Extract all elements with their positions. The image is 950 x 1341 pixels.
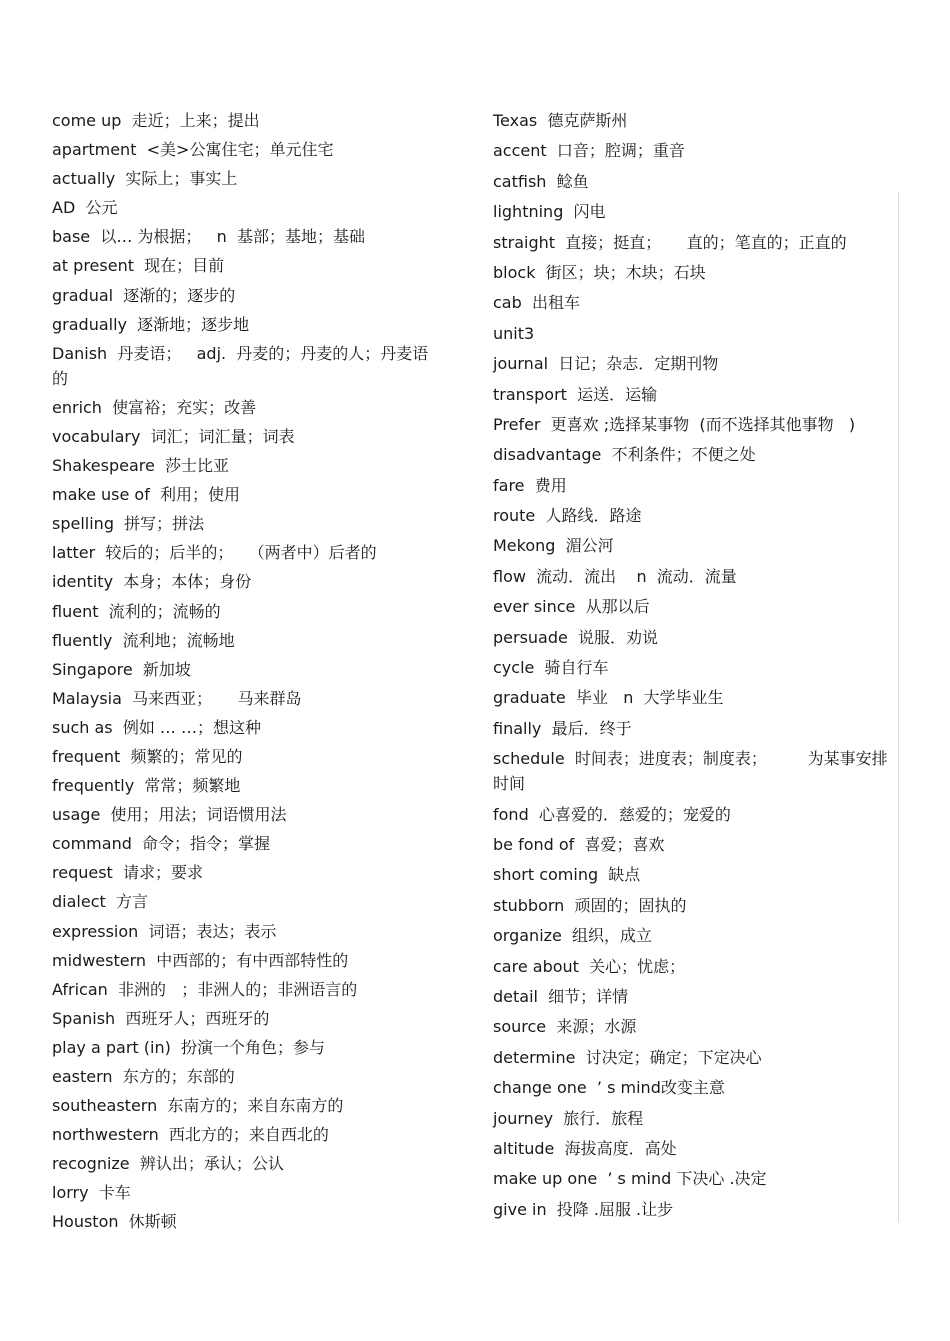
vocab-word: frequently — [52, 776, 135, 796]
vocab-definition: 日记；杂志．定期刊物 — [558, 354, 719, 374]
vocab-word: Spanish — [52, 1008, 116, 1028]
vocab-entry — [493, 716, 893, 741]
vocab-word: northwestern — [52, 1125, 159, 1145]
vocab-word: catfish — [493, 171, 547, 191]
vocab-entry — [493, 351, 893, 376]
vocab-word: journal — [493, 354, 549, 374]
vocab-entry — [493, 533, 893, 558]
vocab-entry — [52, 1035, 444, 1060]
vocab-word: make up one — [493, 1169, 598, 1189]
vocab-definition: 以… 为根据； n 基部；基地；基础 — [100, 227, 365, 247]
vocab-word: fare — [493, 475, 525, 495]
vocab-definition: <美>公寓住宅；单元住宅 — [146, 140, 334, 160]
vocab-entry — [493, 954, 893, 979]
vocab-definition: 拼写；拼法 — [124, 514, 205, 534]
vocab-word: schedule — [493, 749, 565, 769]
vocab-definition: 海拔高度．高处 — [564, 1138, 677, 1158]
vocab-word: persuade — [493, 627, 568, 647]
vocab-entry — [493, 1075, 893, 1100]
vocab-definition: 骑自行车 — [544, 658, 609, 678]
vocab-entry — [52, 1093, 444, 1118]
vocab-definition: 关心；忧虑； — [589, 956, 686, 976]
vocab-entry — [52, 341, 444, 391]
vocab-definition: 现在；目前 — [144, 256, 225, 276]
vocab-word: Prefer — [493, 414, 541, 434]
vocab-entry — [493, 1106, 893, 1131]
vocab-word: AD — [52, 198, 76, 218]
vocab-definition: 来源；水源 — [556, 1017, 637, 1037]
vocab-definition: 非洲的 ；非洲人的；非洲语言的 — [117, 979, 358, 999]
vocab-entry — [52, 773, 444, 798]
vocab-word: dialect — [52, 892, 106, 912]
vocab-word: command — [52, 834, 132, 854]
vocab-word: such as — [52, 717, 113, 737]
vocab-word: southeastern — [52, 1096, 158, 1116]
vocab-word: eastern — [52, 1067, 113, 1086]
vocab-entry — [493, 893, 893, 918]
vocab-entry — [52, 540, 444, 565]
vocab-entry — [52, 802, 444, 827]
vocab-word: Malaysia — [52, 688, 122, 708]
vocab-definition: 流利的；流畅的 — [108, 601, 221, 621]
vocab-word: Mekong — [493, 536, 556, 556]
vocab-definition: 利用；使用 — [160, 485, 241, 505]
vocab-definition: 鲶鱼 — [556, 171, 589, 191]
vocab-definition: ’ s mind改变主意 — [596, 1078, 725, 1098]
vocab-definition: 组织，成立 — [572, 926, 653, 946]
vocab-word: cab — [493, 293, 522, 313]
vocab-word: route — [493, 506, 536, 526]
vocab-entry — [493, 321, 893, 346]
vocab-entry — [52, 657, 444, 682]
vocab-word: stubborn — [493, 895, 565, 915]
vocab-definition: 逐渐地；逐步地 — [137, 314, 250, 334]
vocab-definition: 使用；用法；词语惯用法 — [110, 805, 287, 825]
vocab-entry — [493, 503, 893, 528]
vocab-entry — [52, 137, 444, 162]
vocab-definition: 马来西亚； 马来群岛 — [132, 688, 302, 708]
vocab-definition: 词汇；词汇量；词表 — [150, 426, 295, 446]
vocab-definition: 费用 — [534, 475, 567, 495]
vocab-definition: 不利条件；不便之处 — [611, 445, 756, 465]
vocab-word: flow — [493, 566, 526, 586]
vocab-definition: 人路线．路途 — [545, 506, 642, 526]
vocab-entry — [493, 230, 893, 255]
vocab-entry — [493, 746, 893, 796]
vocab-entry — [52, 224, 444, 249]
vocab-definition: 卡车 — [98, 1183, 131, 1203]
vocab-entry — [493, 923, 893, 948]
vocab-word: care about — [493, 956, 579, 976]
vocab-definition: 喜爱；喜欢 — [584, 834, 665, 854]
vocab-entry — [52, 312, 444, 337]
vocab-word: source — [493, 1017, 547, 1037]
vocab-entry — [493, 290, 893, 315]
vocab-word: altitude — [493, 1138, 555, 1158]
vocab-entry — [493, 169, 893, 194]
vocab-word: Singapore — [52, 659, 133, 679]
vocab-definition: 东南方的；来自东南方的 — [167, 1096, 344, 1116]
vocab-definition: 逐渐的；逐步的 — [123, 285, 236, 305]
vocab-word: spelling — [52, 514, 114, 534]
vocab-definition: 顽固的；固执的 — [574, 895, 687, 915]
vocab-entry — [493, 138, 893, 163]
vocab-definition: 流利地；流畅地 — [122, 630, 235, 650]
vocab-definition: 时间表；进度表；制度表； 为某事安排时间 — [493, 749, 888, 794]
vocab-entry — [52, 424, 444, 449]
vocab-entry — [52, 1209, 444, 1234]
vocab-entry — [52, 395, 444, 420]
vocab-definition: 西班牙人；西班牙的 — [125, 1008, 270, 1028]
vocab-definition: 街区；块；木块；石块 — [545, 262, 706, 282]
vocab-definition: 心喜爱的．慈爱的；宠爱的 — [538, 804, 731, 824]
vocab-word: lightning — [493, 202, 564, 222]
vocab-entry — [493, 625, 893, 650]
vocab-word: straight — [493, 232, 556, 252]
vocab-word: Houston — [52, 1212, 119, 1232]
vocab-definition: 流动．流出 n 流动．流量 — [536, 566, 737, 586]
vocab-word: ever since — [493, 597, 576, 617]
vocab-entry — [493, 473, 893, 498]
vocab-word: vocabulary — [52, 426, 141, 446]
vocab-definition: 公元 — [85, 198, 118, 218]
vocab-word: request — [52, 863, 113, 883]
vocab-entry — [52, 831, 444, 856]
vocab-definition: 莎士比亚 — [165, 456, 230, 476]
vocab-word: Danish — [52, 343, 108, 363]
vocab-definition: 口音；腔调；重音 — [556, 141, 685, 161]
vocab-entry — [52, 715, 444, 740]
vocab-entry — [493, 1166, 893, 1191]
vocab-definition: 例如 … …；想这种 — [122, 717, 261, 737]
vocab-word: expression — [52, 921, 139, 941]
vocab-word: apartment — [52, 140, 137, 160]
vocab-entry — [493, 802, 893, 827]
vocab-word: be fond of — [493, 834, 575, 854]
vocab-entry — [493, 594, 893, 619]
vocab-definition: 扮演一个角色；参与 — [181, 1037, 326, 1057]
vocab-definition: 东方的；东部的 — [122, 1067, 235, 1086]
vocab-definition: 频繁的；常见的 — [130, 746, 243, 766]
vocab-definition: 说服．劝说 — [578, 627, 659, 647]
vocab-definition: 德克萨斯州 — [547, 111, 628, 130]
vocab-definition: 讨决定；确定；下定决心 — [585, 1047, 762, 1067]
vocab-entry — [52, 1151, 444, 1176]
vocab-entry — [52, 166, 444, 191]
vocab-definition: 辨认出；承认；公认 — [139, 1154, 284, 1174]
vocab-entry — [52, 686, 444, 711]
vocab-word: fond — [493, 804, 529, 824]
column-divider — [898, 192, 899, 1222]
vocab-entry — [493, 382, 893, 407]
vocab-entry — [493, 1045, 893, 1070]
vocab-word: make use of — [52, 485, 150, 505]
vocab-word: play a part (in) — [52, 1037, 171, 1057]
vocab-entry — [52, 889, 444, 914]
vocab-entry — [493, 655, 893, 680]
vocab-word: change one — [493, 1078, 587, 1098]
vocab-word: fluently — [52, 630, 113, 650]
vocab-definition: 走近；上来；提出 — [131, 111, 260, 130]
vocab-entry — [493, 685, 893, 710]
vocab-entry — [493, 199, 893, 224]
vocab-entry — [52, 283, 444, 308]
vocab-entry — [52, 1122, 444, 1147]
vocab-entry — [493, 984, 893, 1009]
vocab-entry — [52, 948, 444, 973]
vocab-entry — [52, 599, 444, 624]
vocab-definition: 西北方的；来自西北的 — [168, 1125, 329, 1145]
vocab-entry — [493, 1014, 893, 1039]
vocab-word: disadvantage — [493, 445, 602, 465]
vocab-definition: 湄公河 — [565, 536, 614, 556]
vocab-word: unit3 — [493, 323, 535, 343]
vocab-word: enrich — [52, 397, 102, 417]
vocab-definition: 方言 — [115, 892, 148, 912]
vocab-definition: 直接；挺直； 直的；笔直的；正直的 — [565, 232, 847, 252]
vocab-definition: 使富裕；充实；改善 — [112, 397, 257, 417]
vocab-entry — [493, 1197, 893, 1222]
vocab-entry — [493, 412, 893, 437]
vocab-definition: 从那以后 — [585, 597, 650, 617]
vocab-word: lorry — [52, 1183, 89, 1203]
vocab-word: at present — [52, 256, 134, 276]
vocab-definition: 休斯顿 — [128, 1212, 177, 1232]
vocab-word: short coming — [493, 865, 599, 885]
left-column — [52, 108, 444, 1239]
vocab-word: journey — [493, 1108, 554, 1128]
vocab-word: actually — [52, 169, 116, 189]
vocab-definition: 运送．运输 — [577, 384, 658, 404]
vocab-entry — [52, 1064, 444, 1089]
vocab-entry — [493, 260, 893, 285]
vocab-definition: 命令；指令；掌握 — [142, 834, 271, 854]
vocab-word: frequent — [52, 746, 121, 766]
vocab-word: finally — [493, 718, 542, 738]
vocab-definition: 新加坡 — [142, 659, 191, 679]
vocab-word: determine — [493, 1047, 576, 1067]
vocab-word: midwestern — [52, 950, 147, 970]
vocab-word: graduate — [493, 688, 566, 708]
vocab-entry — [493, 108, 893, 133]
vocab-word: gradually — [52, 314, 127, 334]
vocab-word: organize — [493, 926, 562, 946]
vocab-definition: 常常；频繁地 — [144, 776, 241, 796]
vocab-entry — [52, 482, 444, 507]
vocab-definition: 本身；本体；身份 — [123, 572, 252, 592]
vocab-entry — [52, 1180, 444, 1205]
vocab-definition: ’ s mind 下决心 .决定 — [607, 1169, 767, 1189]
vocab-definition: 实际上；事实上 — [125, 169, 238, 189]
vocab-definition: 旅行．旅程 — [563, 1108, 644, 1128]
vocab-entry — [493, 564, 893, 589]
vocab-definition: 较后的；后半的； （两者中）后者的 — [105, 543, 377, 563]
vocab-word: recognize — [52, 1154, 130, 1174]
vocab-word: accent — [493, 141, 547, 161]
vocab-entry — [52, 453, 444, 478]
vocab-word: identity — [52, 572, 114, 592]
vocab-definition: 丹麦语； adj. 丹麦的；丹麦的人；丹麦语的 — [52, 343, 429, 388]
vocab-definition: 中西部的；有中西部特性的 — [156, 950, 349, 970]
vocab-word: latter — [52, 543, 96, 563]
vocab-entry — [52, 628, 444, 653]
right-column — [493, 108, 893, 1227]
vocab-entry — [52, 919, 444, 944]
vocab-entry — [52, 1006, 444, 1031]
vocab-entry — [493, 832, 893, 857]
vocab-word: come up — [52, 111, 122, 130]
vocab-entry — [52, 511, 444, 536]
vocab-entry — [52, 977, 444, 1002]
vocab-entry — [52, 108, 444, 133]
vocab-definition: 请求；要求 — [123, 863, 204, 883]
vocab-definition: 缺点 — [608, 865, 641, 885]
vocab-word: usage — [52, 805, 101, 825]
vocab-entry — [52, 195, 444, 220]
vocab-entry — [52, 569, 444, 594]
vocab-word: Texas — [493, 111, 538, 130]
vocab-definition: 最后．终于 — [551, 718, 632, 738]
vocab-definition: 闪电 — [573, 202, 606, 222]
vocab-word: block — [493, 262, 536, 282]
vocab-entry — [52, 744, 444, 769]
vocab-entry — [493, 862, 893, 887]
vocab-definition: 投降 .屈服 .让步 — [556, 1199, 674, 1219]
vocab-word: Shakespeare — [52, 456, 155, 476]
vocab-definition: 出租车 — [531, 293, 580, 313]
vocab-word: transport — [493, 384, 567, 404]
vocab-definition: 毕业 n 大学毕业生 — [575, 688, 724, 708]
vocab-word: African — [52, 979, 108, 999]
vocab-entry — [52, 253, 444, 278]
vocab-definition: 词语；表达；表示 — [148, 921, 277, 941]
vocab-word: cycle — [493, 658, 535, 678]
vocab-word: base — [52, 227, 91, 247]
vocab-word: give in — [493, 1199, 547, 1219]
vocab-entry — [493, 442, 893, 467]
vocab-word: detail — [493, 986, 538, 1006]
vocab-word: gradual — [52, 285, 114, 305]
vocab-word: fluent — [52, 601, 99, 621]
vocab-entry — [52, 860, 444, 885]
vocab-entry — [493, 1136, 893, 1161]
vocab-definition: 细节；详情 — [548, 986, 629, 1006]
vocab-definition: 更喜欢 ;选择某事物 (而不选择其他事物 ) — [550, 414, 856, 434]
